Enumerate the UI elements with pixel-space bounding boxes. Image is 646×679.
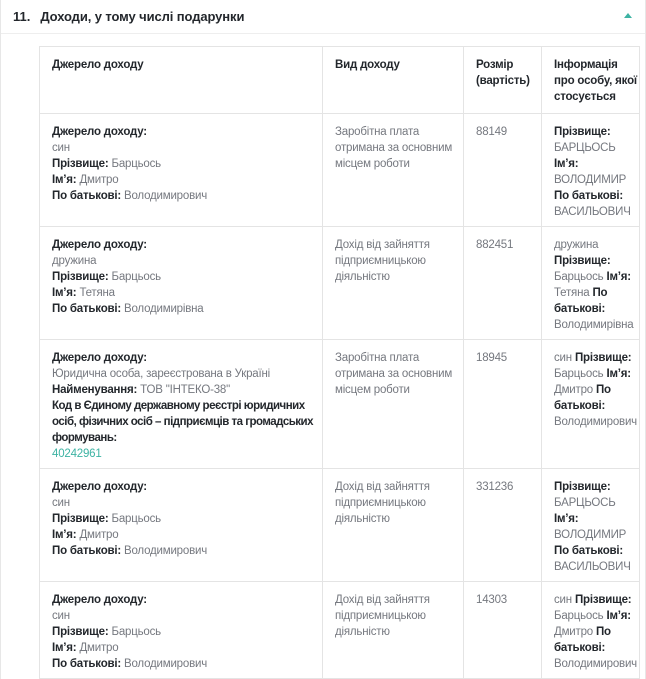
lastname-value: Барцьось [111, 271, 161, 283]
person-cell [542, 227, 640, 340]
source-label: Джерело доходу: [52, 352, 147, 364]
lastname-value: Барцьось [111, 158, 161, 170]
firstname-value: Тетяна [554, 287, 590, 299]
middlename-value: Володимирович [554, 416, 637, 428]
table-row [40, 340, 640, 469]
source-label: Джерело доходу: [52, 481, 147, 493]
source-label: Джерело доходу: [52, 239, 147, 251]
person-relation: син [554, 352, 572, 364]
firstname-label: Ім’я: [554, 158, 579, 170]
source-cell [40, 114, 323, 227]
firstname-value: Дмитро [79, 642, 119, 654]
lastname-label: Прізвище: [554, 126, 611, 138]
lastname-value: Барцьось [554, 271, 604, 283]
middlename-label: По батькові: [52, 303, 122, 315]
person-cell [542, 340, 640, 469]
org-name-label: Найменування: [52, 384, 138, 396]
firstname-label: Ім’я: [52, 174, 77, 186]
income-type-cell: Заробітна плата отримана за основним місцем роботи [323, 114, 464, 227]
firstname-value: Дмитро [79, 529, 119, 541]
lastname-label: Прізвище: [52, 158, 109, 170]
middlename-value: ВАСИЛЬОВИЧ [554, 561, 631, 573]
source-relation: Юридична особа, зареєстрована в Україні [52, 368, 270, 380]
amount-cell: 18945 [464, 340, 542, 469]
source-cell [40, 582, 323, 679]
edrpou-link[interactable]: 40242961 [52, 448, 102, 460]
middlename-label: По батькові: [554, 626, 611, 654]
table-header-row [40, 47, 640, 114]
source-relation: син [52, 610, 70, 622]
lastname-label: Прізвище: [52, 626, 109, 638]
source-label: Джерело доходу: [52, 594, 147, 606]
lastname-label: Прізвище: [554, 481, 611, 493]
middlename-value: Володимирович [124, 190, 207, 202]
lastname-value: Барцьось [111, 626, 161, 638]
lastname-label: Прізвище: [52, 271, 109, 283]
lastname-label: Прізвище: [554, 255, 611, 267]
income-type-cell: Заробітна плата отримана за основним місцем роботи [323, 340, 464, 469]
section-header [1, 0, 645, 34]
firstname-value: Дмитро [554, 384, 593, 396]
lastname-value: Барцьось [554, 368, 604, 380]
section-content [1, 34, 645, 679]
middlename-value: Володимирівна [554, 319, 634, 331]
firstname-label: Ім’я: [554, 513, 579, 525]
firstname-value: Тетяна [79, 287, 115, 299]
middlename-label: По батькові: [52, 190, 122, 202]
edrpou-label: Код в Єдиному державному реєстрі юридичних осіб, фізичних осіб – підприємців та громадських формувань: [52, 400, 314, 444]
middlename-label: По батькові: [554, 384, 611, 412]
income-type-cell: Дохід від зайняття підприємницькою діяльністю [323, 469, 464, 582]
person-cell [542, 114, 640, 227]
income-type-cell: Дохід від зайняття підприємницькою діяльністю [323, 582, 464, 679]
middlename-value: Володимирович [124, 545, 207, 557]
table-row [40, 582, 640, 679]
firstname-value: ВОЛОДИМИР [554, 174, 627, 186]
org-name-value: ТОВ "ІНТЕКО-38" [140, 384, 230, 396]
table-row [40, 227, 640, 340]
middlename-label: По батькові: [52, 545, 122, 557]
firstname-value: Дмитро [79, 174, 119, 186]
firstname-value: Дмитро [554, 626, 593, 638]
firstname-label: Ім’я: [52, 529, 77, 541]
firstname-label: Ім’я: [606, 368, 631, 380]
collapse-chevron-up-icon[interactable] [624, 13, 632, 18]
lastname-label: Прізвище: [574, 594, 632, 606]
income-table [39, 46, 640, 679]
source-relation: син [52, 142, 70, 154]
firstname-label: Ім’я: [606, 610, 631, 622]
person-relation: дружина [554, 239, 599, 251]
source-cell [40, 227, 323, 340]
firstname-value: ВОЛОДИМИР [554, 529, 627, 541]
firstname-label: Ім’я: [52, 642, 77, 654]
middlename-label: По батькові: [554, 287, 608, 315]
middlename-value: Володимирович [124, 658, 207, 670]
person-cell [542, 582, 640, 679]
lastname-value: БАРЦЬОСЬ [554, 497, 616, 509]
middlename-label: По батькові: [554, 545, 624, 557]
lastname-label: Прізвище: [574, 352, 632, 364]
firstname-label: Ім’я: [606, 271, 631, 283]
middlename-label: По батькові: [554, 190, 624, 202]
lastname-value: БАРЦЬОСЬ [554, 142, 616, 154]
col-header-amount: Розмір (вартість) [464, 47, 542, 114]
source-cell [40, 340, 323, 469]
amount-cell: 882451 [464, 227, 542, 340]
income-type-cell: Дохід від зайняття підприємницькою діяльністю [323, 227, 464, 340]
middlename-value: Володимирович [554, 658, 637, 670]
lastname-label: Прізвище: [52, 513, 109, 525]
source-cell [40, 469, 323, 582]
amount-cell: 14303 [464, 582, 542, 679]
amount-cell: 331236 [464, 469, 542, 582]
table-row [40, 114, 640, 227]
col-header-person-info: Інформація про особу, якої стосується [542, 47, 640, 114]
lastname-value: Барцьось [554, 610, 604, 622]
middlename-value: Володимирівна [124, 303, 204, 315]
source-label: Джерело доходу: [52, 126, 147, 138]
source-relation: дружина [52, 255, 97, 267]
middlename-value: ВАСИЛЬОВИЧ [554, 206, 631, 218]
col-header-income-type: Вид доходу [323, 47, 464, 114]
middlename-label: По батькові: [52, 658, 122, 670]
firstname-label: Ім’я: [52, 287, 77, 299]
amount-cell: 88149 [464, 114, 542, 227]
table-row [40, 469, 640, 582]
lastname-value: Барцьось [111, 513, 161, 525]
source-relation: син [52, 497, 70, 509]
person-relation: син [554, 594, 572, 606]
person-cell [542, 469, 640, 582]
col-header-income-source: Джерело доходу [40, 47, 323, 114]
section-title: Доходи, у тому числі подарунки [40, 9, 245, 24]
section-number: 11. [13, 9, 31, 24]
